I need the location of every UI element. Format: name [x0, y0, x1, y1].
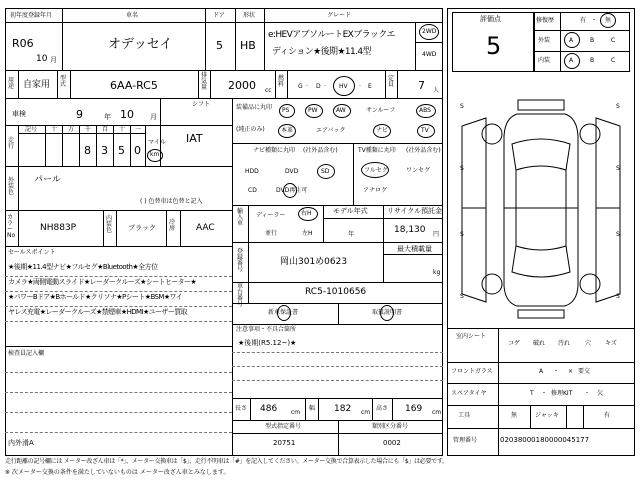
jack-value: 有 — [604, 412, 611, 419]
equipment-label: 装備品に丸印 — [236, 104, 273, 111]
windshield-label: フロントガラス — [451, 368, 493, 375]
first-reg-year: R06 — [12, 37, 34, 50]
exterior-note: ( ) 色替車は色替と記入 — [140, 198, 203, 205]
model-year-unit: 年 — [348, 231, 355, 238]
tv-analog: アナログ — [363, 187, 388, 194]
fuel-label: 燃料 — [278, 75, 285, 88]
doors-value: 5 — [216, 39, 223, 52]
inspection-year: 9 — [76, 108, 83, 121]
category-value: 0002 — [383, 439, 401, 447]
interior-color-value: ブラック — [128, 224, 156, 232]
capacity-label: 定員 — [388, 75, 395, 88]
height-value: 169 — [405, 404, 423, 414]
spare-option-none: 欠 — [597, 390, 604, 397]
fuel-option-g: G — [298, 83, 303, 90]
ac-label: 冷房 — [169, 219, 176, 232]
import-parallel: 並行 — [265, 230, 278, 237]
tv-type-sublabel: (社外品含む) — [406, 147, 441, 154]
repair-option-yes: 有 — [580, 17, 587, 24]
interior-grade-a: A — [569, 57, 574, 64]
diagram-mark: S — [460, 165, 464, 172]
equipment-aw: AW — [336, 107, 346, 114]
mileage-digit: 0 — [134, 144, 141, 157]
interior-grade-label: 内装 — [538, 57, 551, 64]
exterior-grade-a: A — [569, 37, 574, 44]
spare-option-kit: 修理KIT — [551, 390, 573, 397]
recycle-value: 18,130 — [394, 225, 426, 235]
equipment-tv: TV — [421, 127, 429, 134]
rating-value: 5 — [486, 32, 502, 60]
mileage-header: 十 — [119, 126, 126, 133]
inspection-year-unit: 年 — [104, 113, 111, 121]
equipment-navi: ナビ — [376, 127, 389, 134]
auction-sheet: 初年度登録年月 R06 10 月 車名 オデッセイ ドア 5 形状 HB グレード e:HEVアブソルートEXブラックエ ディション★後期★11.4型 2WD 4WD 用途 自家用 型式 6AA-RC5 排気量 2000 cc 燃料 G · D · HV · E 定員 7 人 車検 9 年 10 月 シフト IAT 走行 記号 十 万 千 百 十 一 8 3 5 0 マイル km 外装色 パール ( ) 色替車は色替と記入 カラーNo NH883P 内装色 ブラック 冷房 AAC セールスポイント ★後期★11.4型ナビ★フルセグ★Bluetooth★全方位 カメラ★両側電動スライド★レーダークルーズ★シートヒーター★ ★パワーBドア★Bホールド★クリソナ★Pシート★BSM★ワイ ヤレス充電★レーダークルーズ★禁煙車★HDMI★ユーザー買取 検査員記入欄 内外滑A 装備品に丸印 (純正のみ) PS PW AW サンルーフ ABS 本革 エアバック ナビ TV ナビ種類に丸印 (社外品含む) HDD DVD SD CD DVD再生可 TV種類に丸印 (社外品含む) フルセグ ワンセグ アナログ 輸入車 ディーラー 右H 並行 左H モデル年式 年 リサイクル預託金 18,130 円 登録番号 岡山301め0623 最大積載量 kg 車台番号 RC5-1010656 新車保証書 取扱説明書 注意事項・不具合箇所 ★後期(R5.12~)★ 長さ 486 cm 幅 182 cm 高さ 169 cm 型式指定番号 20751 類別区分番号 0002 評価点 5 修復歴 有 ・ 無 外装 A B C 内装 A B C S S S S S S S S 室内シート コゲ 破れ 汚れ 穴 キズ フロントガラス A ・ × 要交 スペアタイヤ T ・ 修理KIT ・ 欠 工具 無 ジャッキ 有 管理番号 02038000180000045177 走行距離の記号欄には メーター改ざん車は「*」、メーター交換車は「$」、走行不明車は「#」を記入してください。メーター交換で合算表示した場合にも「$」は必要です。 ※ 次メーター交換の条件を満たしていないものは メーター改ざん車とみなします。 — [0, 0, 640, 480]
tv-fullseg: フルセグ — [364, 167, 388, 174]
registration-label: 登録番号 — [237, 248, 244, 273]
nav-dvd-playable: DVD再生可 — [276, 187, 308, 194]
mileage-header: 十 — [51, 126, 58, 133]
doors-label: ドア — [213, 12, 225, 19]
width-unit: cm — [361, 409, 371, 416]
height-unit: cm — [432, 409, 442, 416]
mileage-digit: 3 — [101, 144, 108, 157]
displacement-unit: cc — [265, 87, 272, 94]
model-year-label: モデル年式 — [333, 207, 368, 215]
equipment-airbag: エアバック — [316, 127, 346, 134]
management-label: 管理番号 — [453, 437, 478, 444]
designation-label: 型式指定番号 — [265, 423, 302, 430]
warranty-manual: 取扱説明書 — [372, 309, 403, 316]
recycle-unit: 円 — [433, 231, 440, 238]
tools-value: 無 — [511, 412, 518, 419]
sales-point-line: ヤレス充電★レーダークルーズ★禁煙車★HDMI★ユーザー買取 — [8, 308, 188, 316]
capacity-value: 7 — [418, 79, 425, 92]
interior-option: 穴 — [585, 340, 592, 347]
notes-label: 注意事項・不具合箇所 — [236, 326, 297, 333]
mileage-label: 走行 — [8, 137, 15, 150]
model-label: 型式 — [60, 75, 67, 88]
fuel-option-d: D — [316, 83, 321, 90]
inspection-month-unit: 月 — [150, 113, 157, 121]
diagram-mark: S — [616, 165, 620, 172]
mileage-header: 万 — [68, 126, 75, 133]
exterior-grade-b: B — [590, 37, 595, 44]
fuel-option-hv: HV — [339, 83, 348, 90]
first-reg-label: 初年度登録年月 — [10, 12, 53, 19]
jack-label: ジャッキ — [535, 412, 559, 419]
interior-option: 汚れ — [558, 340, 571, 347]
mileage-header: 一 — [135, 126, 142, 133]
drive-4wd: 4WD — [422, 51, 437, 58]
exterior-grade-label: 外装 — [538, 37, 551, 44]
tv-oneseg: ワンセグ — [406, 167, 431, 174]
equipment-sunroof: サンルーフ — [366, 107, 396, 114]
car-name: オデッセイ — [108, 37, 173, 52]
mileage-unit-km: km — [150, 151, 160, 158]
tv-type-label: TV種類に丸印 — [358, 147, 396, 154]
sales-point-line: ★後期★11.4型ナビ★フルセグ★Bluetooth★全方位 — [8, 263, 158, 271]
sales-points-label: セールスポイント — [8, 249, 56, 256]
diagram-mark: S — [616, 103, 620, 110]
mileage-unit-mile: マイル — [148, 139, 166, 146]
equipment-pw: PW — [308, 107, 318, 114]
warranty-new-car: 新車保証書 — [268, 309, 299, 316]
car-damage-diagram — [452, 96, 630, 322]
sales-point-line: カメラ★両側電動スライド★レーダークルーズ★シートヒーター★ — [8, 278, 197, 286]
exterior-grade-c: C — [611, 37, 616, 44]
shift-label: シフト — [192, 101, 211, 108]
first-reg-month-unit: 月 — [50, 56, 57, 64]
color-code-label: カラーNo — [7, 214, 16, 239]
inspector-value: 内外滑A — [8, 439, 34, 447]
grade-line-1: e:HEVアブソルートEXブラックエ — [268, 30, 395, 40]
mileage-header: 千 — [85, 126, 92, 133]
max-load-unit: kg — [433, 269, 441, 276]
category-label: 類別区分番号 — [372, 423, 409, 430]
inspection-label: 車検 — [12, 110, 26, 118]
equipment-sublabel: (純正のみ) — [236, 126, 265, 133]
diagram-mark: S — [460, 103, 464, 110]
nav-type-label: ナビ種類に丸印 — [253, 147, 296, 154]
spare-option-t: T — [530, 390, 534, 397]
usage-value: 自家用 — [23, 80, 51, 90]
nav-sd: SD — [321, 168, 330, 175]
nav-dvd: DVD — [285, 168, 299, 175]
sales-point-line: ★パワーBドア★Bホールド★クリソナ★Pシート★BSM★ワイ — [8, 293, 183, 301]
usage-side-label: 用途 — [8, 77, 15, 90]
registration-value: 岡山301め0623 — [280, 257, 348, 267]
notes-value: ★後期(R5.12~)★ — [238, 339, 297, 347]
exterior-value: パール — [34, 175, 61, 185]
chassis-label: 車台番号 — [237, 283, 244, 308]
drive-2wd: 2WD — [422, 28, 437, 35]
mileage-header-symbol: 記号 — [25, 126, 38, 133]
interior-seat-label: 室内シート — [456, 333, 487, 340]
fuel-option-e: E — [368, 83, 372, 90]
inspection-month: 10 — [120, 108, 134, 121]
displacement-value: 2000 — [228, 79, 256, 92]
max-load-label: 最大積載量 — [397, 245, 432, 253]
length-unit: cm — [291, 409, 301, 416]
interior-option: コゲ — [508, 340, 521, 347]
mileage-digit: 5 — [118, 144, 125, 157]
footer-line-2: ※ 次メーター交換の条件を満たしていないものは メーター改ざん車とみなします。 — [5, 469, 230, 476]
diagram-mark: S — [460, 231, 464, 238]
nav-cd: CD — [248, 187, 257, 194]
interior-color-label: 内装色 — [106, 215, 113, 234]
mileage-header: 百 — [102, 126, 109, 133]
import-label: 輸入車 — [237, 208, 244, 227]
tools-label: 工具 — [458, 412, 471, 419]
displacement-label: 排気量 — [201, 72, 208, 91]
body-type-value: HB — [240, 39, 256, 52]
height-label: 高さ — [376, 405, 389, 412]
body-type-label: 形状 — [243, 12, 256, 19]
diagram-mark: S — [616, 231, 620, 238]
repair-option-no: 無 — [605, 17, 612, 24]
interior-option: キズ — [605, 340, 617, 347]
windshield-option-x: × — [568, 368, 574, 375]
spare-tire-label: スペアタイヤ — [451, 390, 487, 397]
nav-type-sublabel: (社外品含む) — [303, 147, 338, 154]
length-value: 486 — [260, 404, 278, 414]
footer-line-1: 走行距離の記号欄には メーター改ざん車は「*」、メーター交換車は「$」、走行不明車は「#」を記入してください。メーター交換で合算表示した場合にも「$」は必要です。 — [5, 458, 448, 465]
chassis-value: RC5-1010656 — [305, 287, 367, 297]
nav-hdd: HDD — [245, 168, 259, 175]
designation-value: 20751 — [273, 439, 296, 447]
capacity-unit: 人 — [433, 87, 440, 94]
interior-grade-c: C — [611, 57, 616, 64]
inspector-label: 検査員記入欄 — [8, 350, 45, 357]
width-value: 182 — [334, 404, 352, 414]
equipment-abs: ABS — [419, 107, 431, 114]
color-code-value: NH883P — [40, 223, 77, 233]
import-right-h: 右H — [301, 210, 312, 217]
equipment-leather: 本革 — [281, 127, 294, 134]
width-label: 幅 — [309, 405, 316, 412]
repair-label: 修復歴 — [536, 17, 555, 24]
interior-grade-b: B — [590, 57, 595, 64]
shift-value: IAT — [186, 132, 203, 145]
model-value: 6AA-RC5 — [110, 79, 158, 92]
equipment-ps: PS — [282, 107, 290, 114]
first-reg-month: 10 — [36, 54, 48, 64]
diagram-mark: S — [460, 293, 464, 300]
car-name-label: 車名 — [126, 12, 139, 19]
import-left-h: 左H — [302, 230, 313, 237]
mileage-digit: 8 — [84, 144, 91, 157]
windshield-option-replace: 要交 — [578, 368, 591, 375]
exterior-label: 外装色 — [8, 177, 15, 196]
recycle-label: リサイクル預託金 — [387, 207, 443, 215]
windshield-option-a: A — [539, 368, 544, 375]
import-dealer: ディーラー — [256, 212, 286, 219]
interior-option: 破れ — [533, 340, 546, 347]
length-label: 長さ — [235, 405, 248, 412]
ac-value: AAC — [196, 223, 215, 233]
diagram-mark: S — [616, 293, 620, 300]
rating-label: 評価点 — [480, 15, 501, 23]
grade-line-2: ディション★後期★11.4型 — [272, 47, 371, 57]
management-value: 02038000180000045177 — [500, 436, 590, 444]
grade-label: グレード — [327, 12, 352, 19]
